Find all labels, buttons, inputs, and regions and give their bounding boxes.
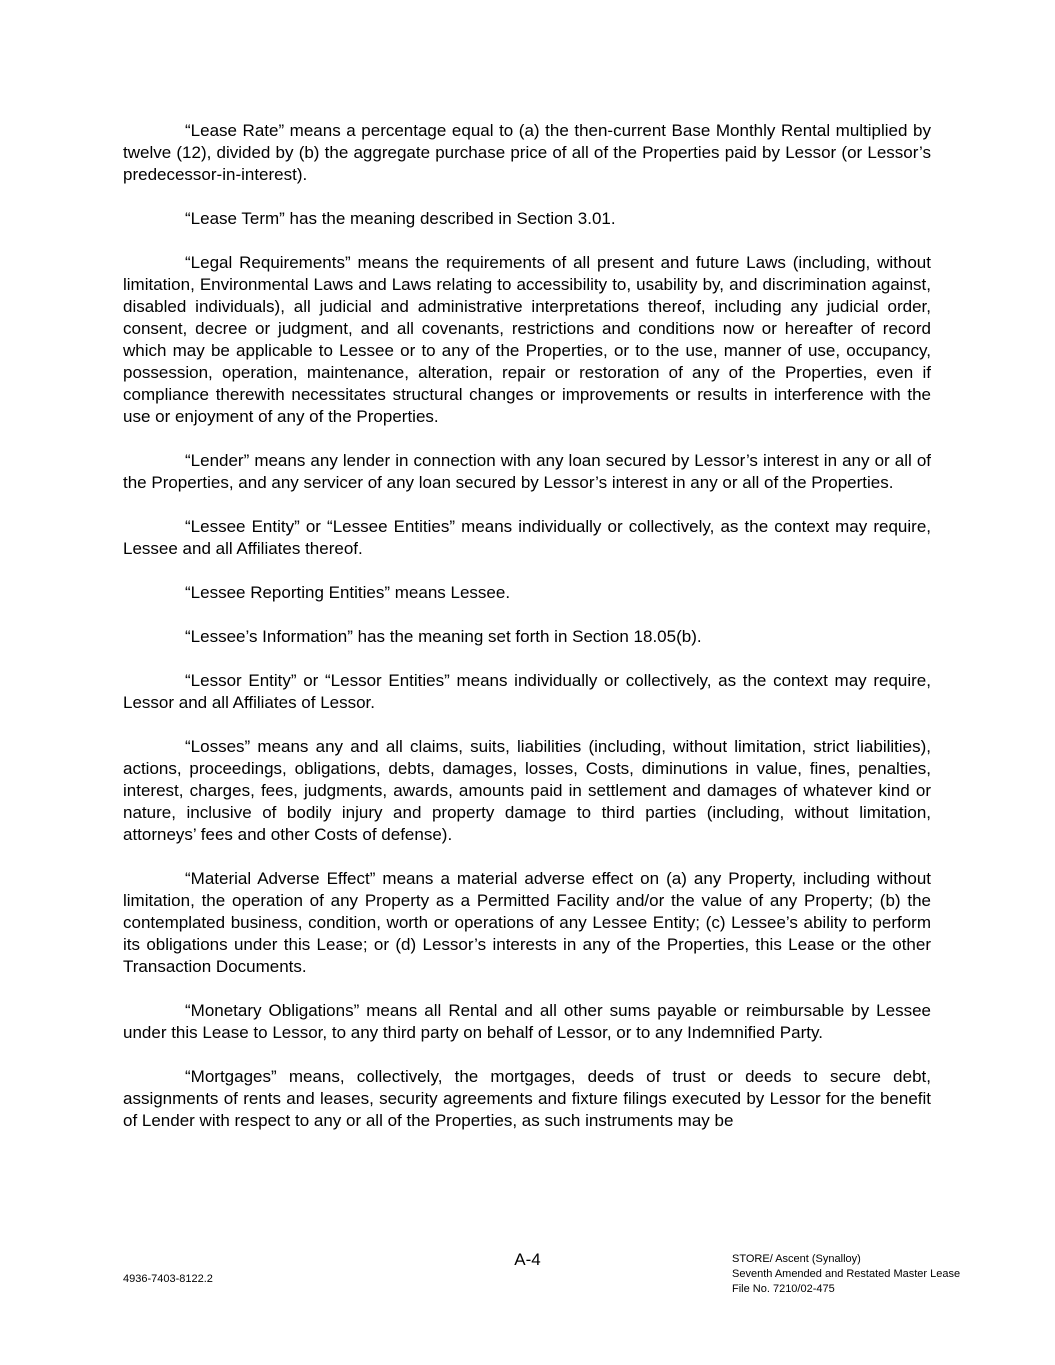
footer-page-number: A-4 [514, 1250, 541, 1269]
definition-lessee-entity: “Lessee Entity” or “Lessee Entities” means individually or collectively, as the context may require, Lessee and all Affiliates thereof. [123, 517, 931, 558]
definition-lessees-information: “Lessee’s Information” has the meaning set forth in Section 18.05(b). [185, 627, 702, 646]
definition-lessor-entity: “Lessor Entity” or “Lessor Entities” means individually or collectively, as the context may require, Lessor and all Affiliates of Lessor. [123, 671, 931, 712]
document-body [123, 120, 931, 1154]
footer-case-info-line-3: File No. 7210/02-475 [732, 1283, 835, 1295]
definition-lessee-reporting-entities: “Lessee Reporting Entities” means Lessee. [185, 583, 511, 602]
definition-lender: “Lender” means any lender in connection with any loan secured by Lessor’s interest in any or all of the Properties, and any servicer of any loan secured by Lessor’s interest in any or all of the Properties. [123, 451, 931, 492]
definition-legal-requirements: “Legal Requirements” means the requirements of all present and future Laws (including, without limitation, Environmental Laws and Laws relating to accessibility to, usability by, and discrimination against, disabled individuals), all judicial and administrative interpretations thereof, including any judicial order, consent, decree or judgment, and all covenants, restrictions and conditions now or hereafter of record which may be applicable to Lessee or to any of the Properties, or to the use, manner of use, occupancy, possession, operation, maintenance, alteration, repair or restoration of any of the Properties, even if compliance therewith necessitates structural changes or improvements or results in interference with the use or enjoyment of any of the Properties. [123, 253, 931, 426]
footer-case-info-line-2: Seventh Amended and Restated Master Lease [732, 1268, 961, 1280]
definition-material-adverse-effect: “Material Adverse Effect” means a material adverse effect on (a) any Property, including without limitation, the operation of any Property as a Permitted Facility and/or the value of any Property; (b) the contemplated business, condition, worth or operations of any Lessee Entity; (c) Lessee’s ability to perform its obligations under this Lease; or (d) Lessor’s interests in any of the Properties, this Lease or the other Transaction Documents. [123, 869, 931, 976]
footer-case-info [732, 1252, 1032, 1297]
definition-monetary-obligations: “Monetary Obligations” means all Rental and all other sums payable or reimbursable by Lessee under this Lease to Lessor, to any third party on behalf of Lessor, or to any Indemnified Party. [123, 1001, 931, 1042]
footer-doc-id: 4936-7403-8122.2 [123, 1273, 213, 1285]
definition-lease-rate: “Lease Rate” means a percentage equal to (a) the then-current Base Monthly Rental multiplied by twelve (12), divided by (b) the aggregate purchase price of all of the Properties paid by Lessor (or Lessor’s predecessor-in-interest). [123, 121, 931, 184]
definition-mortgages: “Mortgages” means, collectively, the mortgages, deeds of trust or deeds to secure debt, assignments of rents and leases, security agreements and fixture filings executed by Lessor for the benefit of Lender with respect to any or all of the Properties, as such instruments may be [123, 1067, 931, 1130]
definition-losses: “Losses” means any and all claims, suits, liabilities (including, without limitation, strict liabilities), actions, proceedings, obligations, debts, damages, losses, Costs, diminutions in value, fines, penalties, interest, charges, fees, judgments, awards, amounts paid in settlement and damages of whatever kind or nature, inclusive of bodily injury and property damage to third parties (including, without limitation, attorneys’ fees and other Costs of defense). [123, 737, 931, 844]
definition-lease-term: “Lease Term” has the meaning described in Section 3.01. [185, 209, 616, 228]
footer-case-info-line-1: STORE/ Ascent (Synalloy) [732, 1253, 861, 1265]
